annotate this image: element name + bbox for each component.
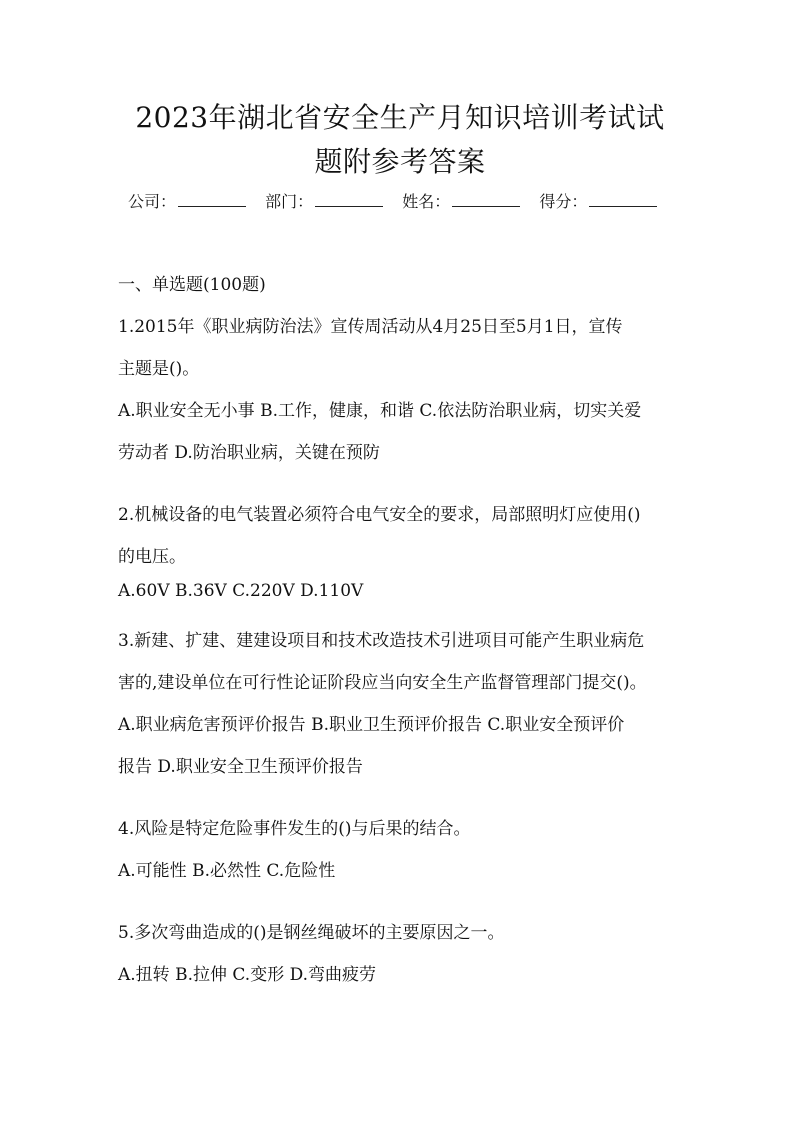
page-title-line-2: 题附参考答案 (314, 145, 486, 178)
score-field (539, 190, 657, 214)
question-4-options-line-1: A.可能性 B.必然性 C.危险性 (118, 861, 336, 881)
question-1-options-line-1: A.职业安全无小事 B.工作，健康，和谐 C.依法防治职业病，切实关爱 (118, 401, 642, 421)
score-blank (589, 190, 657, 207)
question-1-stem-line-2: 主题是()。 (118, 359, 200, 379)
name-label: 姓名： (402, 192, 451, 211)
score-label: 得分： (539, 192, 588, 211)
section-heading: 一、单选题(100题) (118, 275, 266, 295)
question-4-stem-line-1: 4.风险是特定危险事件发生的()与后果的结合。 (118, 819, 471, 839)
company-field (128, 190, 246, 214)
company-label: 公司： (128, 192, 177, 211)
question-2-stem-line-1: 2.机械设备的电气装置必须符合电气安全的要求，局部照明灯应使用() (118, 505, 641, 525)
question-1-options-line-2: 劳动者 D.防治职业病，关键在预防 (118, 443, 380, 463)
department-field (265, 190, 383, 214)
name-field (402, 190, 520, 214)
question-3-options-line-2: 报告 D.职业安全卫生预评价报告 (118, 757, 363, 777)
name-blank (452, 190, 520, 207)
question-1-stem-line-1: 1.2015年《职业病防治法》宣传周活动从4月25日至5月1日，宣传 (118, 317, 623, 337)
question-3-stem-line-2: 害的,建设单位在可行性论证阶段应当向安全生产监督管理部门提交()。 (118, 673, 647, 693)
company-blank (178, 190, 246, 207)
question-2-options-line-1: A.60V B.36V C.220V D.110V (118, 581, 364, 601)
department-label: 部门： (265, 192, 314, 211)
question-3-options-line-1: A.职业病危害预评价报告 B.职业卫生预评价报告 C.职业安全预评价 (118, 715, 625, 735)
question-5-options-line-1: A.扭转 B.拉伸 C.变形 D.弯曲疲劳 (118, 965, 377, 985)
department-blank (315, 190, 383, 207)
question-2-stem-line-2: 的电压。 (118, 547, 186, 567)
page-title-line-1: 2023年湖北省安全生产月知识培训考试试 (135, 101, 665, 134)
question-5-stem-line-1: 5.多次弯曲造成的()是钢丝绳破坏的主要原因之一。 (118, 923, 505, 943)
question-3-stem-line-1: 3.新建、扩建、建建设项目和技术改造技术引进项目可能产生职业病危 (118, 631, 645, 651)
info-row (128, 190, 688, 214)
